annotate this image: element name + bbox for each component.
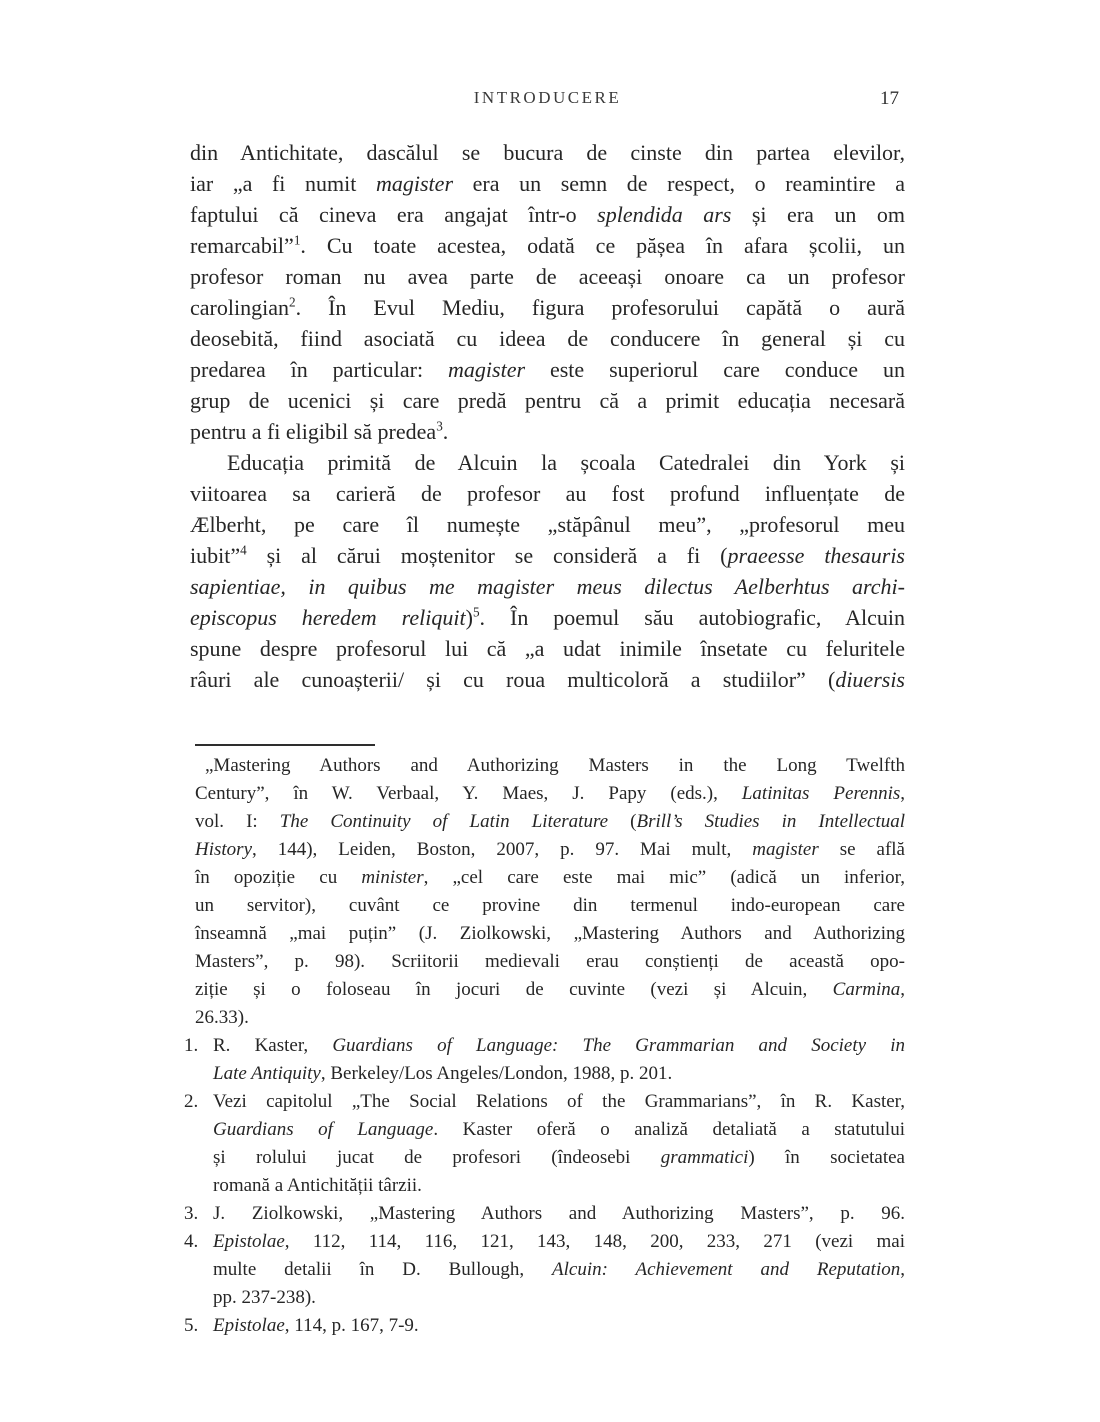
footnote-reference: 3 [436, 418, 443, 434]
text-line [190, 168, 905, 199]
text-run: R. Kaster, [213, 1035, 333, 1056]
text-run: iar „a fi numit [190, 171, 376, 196]
text-line [195, 892, 905, 920]
text-line [190, 571, 905, 602]
text-run: , 144), Leiden, Boston, 2007, p. 97. Mai mult, [252, 839, 753, 860]
footnote-item [184, 1032, 905, 1088]
footnote-list [184, 1032, 906, 1340]
text-run: grammatici [660, 1147, 749, 1168]
text-line [190, 602, 905, 633]
footnote-reference: 1 [293, 232, 301, 248]
text-run: , [900, 1259, 905, 1280]
text-line [190, 199, 905, 230]
text-line [190, 323, 905, 354]
text-run: The Continuity of Latin Literature [279, 811, 609, 832]
text-line [195, 948, 905, 976]
text-run: Masters”, p. 98). Scriitorii medievali erau conștienți de această opo- [195, 951, 905, 972]
text-line [195, 864, 905, 892]
text-line [213, 1032, 905, 1060]
footnote-continuation [195, 752, 905, 1032]
text-run: Alcuin: Achievement and Reputation [552, 1259, 901, 1280]
text-run: . Kaster oferă o analiză detaliată a statutului [433, 1119, 905, 1140]
text-line [213, 1116, 905, 1144]
paragraph [190, 447, 905, 695]
text-run: magister [448, 357, 526, 382]
text-line [213, 1200, 905, 1228]
text-run: Epistolae [213, 1315, 285, 1336]
text-line [213, 1228, 905, 1256]
text-run: ziție și o foloseau în jocuri de cuvinte (vezi și Alcuin, [195, 979, 833, 1000]
text-run: Guardians of Language [213, 1119, 434, 1140]
text-run: este superiorul care conduce un [525, 357, 905, 382]
footnote-item [184, 1088, 905, 1200]
text-run: profesor roman nu avea parte de aceeași onoare ca un profesor [190, 264, 905, 289]
text-line [213, 1172, 905, 1200]
text-line [195, 780, 905, 808]
text-line [195, 752, 905, 780]
text-run: se află [818, 839, 905, 860]
text-line [213, 1060, 905, 1088]
text-run: , 114, p. 167, 7-9. [284, 1315, 419, 1336]
text-run: înseamnă „mai puțin” (J. Ziolkowski, „Mastering Authors and Authorizing [195, 923, 905, 944]
text-line [213, 1144, 905, 1172]
text-line [190, 478, 905, 509]
text-line [213, 1256, 905, 1284]
text-line [190, 540, 905, 571]
footnote-reference: 4 [240, 542, 247, 558]
text-run: carolingian [190, 295, 289, 320]
footnote-reference: 5 [472, 604, 480, 620]
text-run: . [442, 419, 449, 444]
text-line [190, 447, 905, 478]
footnotes [184, 752, 906, 1340]
text-run: magister [376, 171, 453, 196]
text-run: Latinitas Perennis [741, 783, 901, 804]
text-run: faptului că cineva era angajat într-o [190, 202, 598, 227]
text-line [190, 354, 905, 385]
text-run: History [195, 839, 252, 860]
footnote-separator [195, 744, 375, 746]
footnote-marker: 3. [184, 1203, 199, 1224]
text-line [190, 261, 905, 292]
page-number: 17 [880, 88, 899, 109]
text-run: episcopus heredem reliquit [190, 605, 466, 630]
text-run: , „cel care este mai mic” (adică un inferior, [423, 867, 905, 888]
text-run: era un semn de respect, o reamintire a [453, 171, 905, 196]
footnote-item [184, 1312, 905, 1340]
text-run: Epistolae [213, 1231, 285, 1252]
running-head: INTRODUCERE [473, 88, 622, 107]
text-run: și al cărui moștenitor se consideră a fi ( [246, 543, 728, 568]
text-line [190, 385, 905, 416]
text-run: viitoarea sa carieră de profesor au fost profund influențate de [190, 481, 905, 506]
text-line [195, 920, 905, 948]
text-line [195, 836, 905, 864]
text-run: Guardians of Language: The Grammarian and Society in [332, 1035, 906, 1056]
text-line [190, 230, 905, 261]
text-line [190, 137, 905, 168]
text-run: „Mastering Authors and Authorizing Masters in the Long Twelfth [205, 755, 905, 776]
text-line [195, 808, 905, 836]
text-run: râuri ale cunoașterii/ și cu roua multicoloră a studiilor” ( [190, 667, 836, 692]
text-run: Century”, în W. Verbaal, Y. Maes, J. Papy (eds.), [195, 783, 742, 804]
text-line [190, 292, 905, 323]
text-run: deosebită, fiind asociată cu ideea de conducere în general și cu [190, 326, 905, 351]
text-line [190, 633, 905, 664]
text-run: J. Ziolkowski, „Mastering Authors and Authorizing Masters”, p. 96. [213, 1203, 905, 1224]
text-line [190, 509, 905, 540]
paragraph [190, 137, 905, 447]
text-run: iubit” [190, 543, 241, 568]
footnote-item [184, 1228, 905, 1312]
page-header [190, 88, 905, 114]
text-run: splendida ars [597, 202, 732, 227]
text-run: spune despre profesorul lui că „a udat inimile însetate cu feluritele [190, 636, 905, 661]
text-run: praeesse thesauris [727, 543, 905, 568]
text-line [213, 1088, 905, 1116]
body-text [190, 137, 905, 695]
text-run: , [900, 979, 905, 1000]
text-run: Brill’s Studies in Intellectual [636, 811, 906, 832]
text-run: multe detalii în D. Bullough, [213, 1259, 553, 1280]
text-run: minister [361, 867, 424, 888]
text-run: Late Antiquity [213, 1063, 321, 1084]
text-run: remarcabil” [190, 233, 294, 258]
text-run: pentru a fi eligibil să predea [190, 419, 437, 444]
text-run: în opoziție cu [195, 867, 362, 888]
text-run: pp. 237-238). [213, 1287, 316, 1308]
text-line [213, 1284, 905, 1312]
text-run: . Cu toate acestea, odată ce pășea în afara școlii, un [300, 233, 905, 258]
text-line [190, 664, 905, 695]
text-run: Educația primită de Alcuin la școala Catedralei din York și [227, 450, 905, 475]
text-run: diuersis [835, 667, 905, 692]
text-line [195, 976, 905, 1004]
text-run: , [900, 783, 905, 804]
text-run: . În Evul Mediu, figura profesorului capătă o aură [295, 295, 905, 320]
text-run: grup de ucenici și care predă pentru că a primit educația necesară [190, 388, 905, 413]
text-run: 26.33). [195, 1007, 249, 1028]
text-run: un servitor), cuvânt ce provine din termenul indo-european care [195, 895, 905, 916]
footnote-marker: 5. [184, 1315, 199, 1336]
text-run: vol. I: [195, 811, 280, 832]
text-run: ( [608, 811, 637, 832]
text-run: predarea în particular: [190, 357, 449, 382]
text-run: , Berkeley/Los Angeles/London, 1988, p. 201. [320, 1063, 673, 1084]
text-run: , 112, 114, 116, 121, 143, 148, 200, 233, 271 (vezi mai [284, 1231, 905, 1252]
text-run: și rolului jucat de profesori (îndeosebi [213, 1147, 661, 1168]
text-run: sapientiae, in quibus me magister meus dilectus Aelberhtus archi- [190, 574, 905, 599]
footnote-marker: 4. [184, 1231, 199, 1252]
text-run: Carmina [832, 979, 901, 1000]
text-line [195, 1004, 905, 1032]
footnote-marker: 1. [184, 1035, 199, 1056]
footnote-item [184, 1200, 905, 1228]
text-run: din Antichitate, dascălul se bucura de cinste din partea elevilor, [190, 140, 905, 165]
text-line [190, 416, 905, 447]
text-run: . În poemul său autobiografic, Alcuin [479, 605, 905, 630]
footnote-marker: 2. [184, 1091, 199, 1112]
text-run: Vezi capitolul „The Social Relations of the Grammarians”, în R. Kaster, [213, 1091, 905, 1112]
footnote-reference: 2 [288, 294, 296, 310]
text-run: ) [465, 605, 473, 630]
text-run: romană a Antichității târzii. [213, 1175, 422, 1196]
text-run: magister [752, 839, 819, 860]
text-line [213, 1312, 905, 1340]
text-run: și era un om [731, 202, 905, 227]
text-run: Ælberht, pe care îl numește „stăpânul meu”, „profesorul meu [190, 512, 905, 537]
text-run: ) în societatea [748, 1147, 905, 1168]
